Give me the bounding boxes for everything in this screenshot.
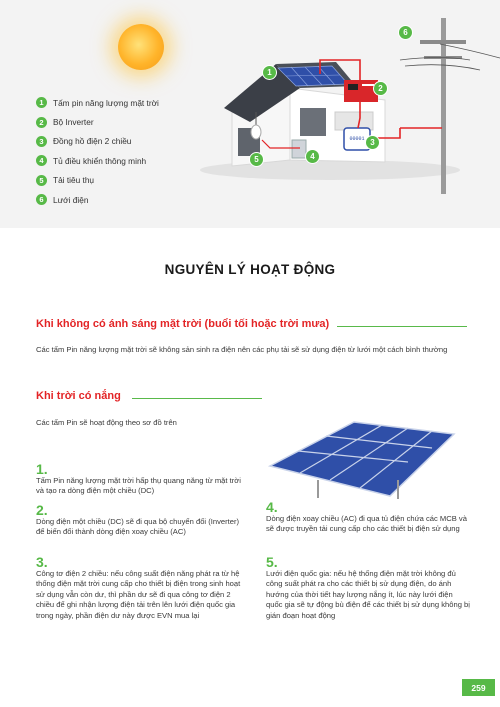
legend-item — [36, 112, 216, 131]
step-number: 1. — [36, 461, 48, 477]
step-number: 2. — [36, 502, 48, 518]
marker-3: 3 — [365, 135, 380, 150]
heading-no-sun: Khi không có ánh sáng mặt trời (buổi tối hoặc trời mưa) — [36, 318, 330, 330]
marker-4: 4 — [305, 149, 320, 164]
marker-6: 6 — [398, 25, 413, 40]
step-text: Tấm Pin năng lượng mặt trời hấp thụ quang năng từ mặt trời và tạo ra dòng điện một chiều (DC) — [36, 476, 241, 496]
legend — [36, 93, 216, 209]
legend-number: 4 — [36, 155, 47, 166]
heading-rule — [337, 326, 467, 327]
step-number: 5. — [266, 554, 278, 570]
marker-1: 1 — [262, 65, 277, 80]
legend-item — [36, 132, 216, 151]
legend-item — [36, 93, 216, 112]
legend-label: Tủ điều khiển thông minh — [53, 155, 147, 166]
section-title: NGUYÊN LÝ HOẠT ĐỘNG — [164, 262, 336, 277]
solar-panel-image — [258, 400, 468, 500]
step-text: Lưới điện quốc gia: nếu hệ thống điện mặt trời không đủ công suất phát ra cho các thiết bị sử dụng điện, do ánh hướng của thời tiết hay lượng nắng ít, lúc này lưới điện quốc gia sẽ tự động bù điện để các thiết bị sử dụng không bị gián đoạn hoạt động — [266, 569, 470, 620]
legend-number: 3 — [36, 136, 47, 147]
legend-number: 2 — [36, 117, 47, 128]
legend-label: Tải tiêu thụ — [53, 175, 95, 186]
legend-label: Bộ Inverter — [53, 117, 94, 128]
legend-number: 6 — [36, 194, 47, 205]
legend-label: Đồng hồ điện 2 chiều — [53, 136, 132, 147]
legend-number: 1 — [36, 97, 47, 108]
meter-reading: 00001 — [349, 136, 365, 142]
sunny-intro: Các tấm Pin sẽ hoạt động theo sơ đồ trên — [36, 418, 177, 427]
legend-number: 5 — [36, 175, 47, 186]
step-text: Công tơ điện 2 chiều: nếu công suất điện năng phát ra từ hệ thống điện mặt trời cung cấp cho thiết bị điện trong sinh hoạt sử dụng vẫn còn dư, thì phần dư sẽ đi qua công tơ điện 2 chiều để ghi nhận lượng điện tải trên lên lưới điện quốc gia trong ngày, phần điện dư này được EVN mua lại — [36, 569, 241, 620]
page-number: 259 — [462, 679, 495, 696]
step-number: 4. — [266, 499, 278, 515]
control-cabinet — [292, 140, 306, 158]
heading-rule — [132, 398, 262, 399]
legend-label: Lưới điện — [53, 194, 89, 205]
house-window — [300, 108, 326, 136]
step-number: 3. — [36, 554, 48, 570]
heading-sunny: Khi trời có nắng — [36, 390, 121, 402]
legend-item — [36, 190, 216, 209]
marker-5: 5 — [249, 152, 264, 167]
legend-label: Tấm pin năng lượng mặt trời — [53, 97, 159, 108]
marker-2: 2 — [373, 81, 388, 96]
legend-item — [36, 151, 216, 170]
step-text: Dòng điện xoay chiều (AC) đi qua tủ điện chứa các MCB và sẽ được truyền tải cung cấp cho các thiết bị điện sử dụng — [266, 514, 467, 534]
light-bulb — [251, 125, 261, 139]
step-text: Dòng điện một chiều (DC) sẽ đi qua bộ chuyển đổi (Inverter) để biến đổi thành dòng điện xoay chiều (AC) — [36, 517, 240, 537]
legend-item — [36, 171, 216, 190]
no-sun-text: Các tấm Pin năng lượng mặt trời sẽ không sản sinh ra điện nên các phụ tải sẽ sử dụng điện từ lưới một cách bình thường — [36, 345, 448, 354]
